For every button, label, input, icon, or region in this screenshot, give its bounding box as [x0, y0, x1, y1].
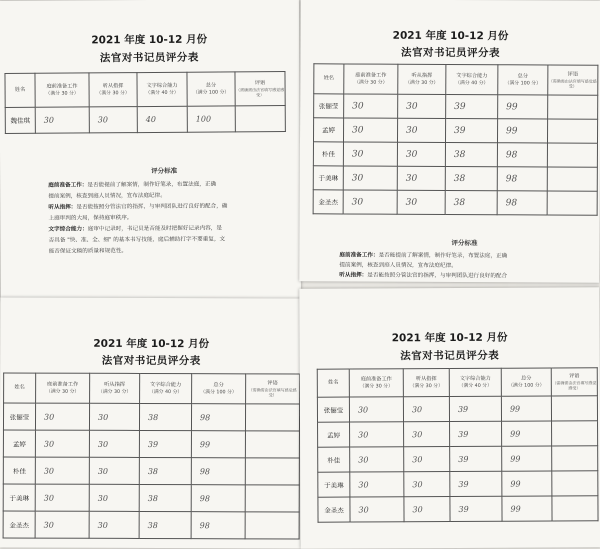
table-row: [3, 457, 299, 485]
cell-name: 朴佳: [3, 457, 35, 484]
score-table: [317, 367, 599, 522]
criteria-line: 上庭审判的大局，保持庭审秩序。: [48, 215, 133, 222]
cell-prep-score: 30: [349, 397, 403, 422]
table-header-row: [314, 64, 598, 95]
cell-total-score: 99: [502, 496, 552, 521]
cell-remarks: [245, 431, 299, 458]
cell-remarks: [551, 396, 597, 421]
cell-listen-score: 30: [404, 447, 450, 472]
header-listen: 听从指挥 （满分 30 分）: [89, 73, 137, 107]
header-remarks: 评语 （需确需由法官填写感觉感受）: [246, 374, 300, 404]
table-row: [318, 471, 598, 497]
cell-text-score: 38: [445, 190, 497, 214]
cell-listen-score: 30: [89, 403, 139, 430]
cell-listen-score: 30: [404, 497, 450, 522]
table-row: [313, 166, 597, 191]
cell-listen-score: 30: [403, 397, 449, 422]
cell-total-score: 99: [502, 471, 552, 496]
table-row: [313, 142, 597, 167]
cell-name: 朴佳: [313, 142, 343, 166]
cell-text-score: 39: [139, 430, 191, 457]
cell-text-score: 38: [139, 511, 191, 538]
cell-text-score: 38: [139, 484, 191, 511]
criteria-heading: 评分标准: [451, 239, 478, 248]
sheet-title: 2021 年度 10-12 月份: [392, 29, 509, 43]
cell-remarks: [547, 167, 597, 191]
header-remarks: 评语 （需确需由法官填写感觉感受）: [551, 368, 597, 396]
header-remarks: 评语 （需确需由法官填写感觉感受）: [235, 72, 285, 106]
cell-remarks: [245, 512, 299, 539]
table-row: [317, 396, 597, 422]
sheet-subtitle: 法官对书记员评分表: [99, 51, 199, 65]
cell-remarks: [552, 421, 598, 446]
cell-total-score: 98: [191, 404, 245, 431]
sheet-title: 2021 年度 10-12 月份: [91, 33, 208, 47]
cell-total-score: 98: [497, 167, 547, 191]
cell-prep-score: 30: [350, 497, 404, 522]
cell-remarks: [235, 106, 285, 132]
cell-name: 张俪莹: [314, 94, 344, 118]
cell-prep-score: 30: [343, 190, 397, 214]
cell-prep-score: 30: [350, 472, 404, 497]
table-header-row: [5, 72, 285, 108]
cell-text-score: 40: [137, 106, 187, 132]
criteria-line: 提前案例，核查到庭人员情况，宣布法庭纪律。: [48, 192, 166, 200]
cell-remarks: [548, 95, 598, 119]
sheet-subtitle: 法官对书记员评分表: [400, 349, 500, 363]
cell-total-score: 99: [498, 95, 548, 119]
header-name: 姓名: [314, 64, 344, 94]
cell-name: 于美琳: [318, 472, 350, 497]
cell-prep-score: 30: [350, 447, 404, 472]
scoring-criteria: [48, 165, 281, 258]
header-total: 总分 （满分 100 分）: [187, 72, 235, 106]
header-total: 总分 （满分 100 分）: [192, 374, 246, 404]
sheet-subtitle: 法官对书记员评分表: [101, 354, 201, 368]
cell-prep-score: 30: [350, 422, 404, 447]
cell-text-score: 38: [445, 166, 497, 190]
criteria-line: 听从指挥：是否能按照分管法官的指挥，与审判团队进行良好的配合，确: [48, 203, 228, 211]
cell-name: 于美琳: [313, 166, 343, 190]
criteria-line: 提前案例，核查到庭人员情况，宣布法庭纪律。: [339, 262, 457, 270]
header-text-ability: 文字综合能力 （满分 40 分）: [137, 72, 187, 106]
criteria-line: 庭前准备工作：是否能提前了解案情，制作好笔录，布置法庭，正确: [48, 181, 217, 189]
header-total: 总分 （满分 100 分）: [498, 65, 548, 95]
cell-remarks: [245, 404, 299, 431]
table-row: [318, 496, 598, 522]
cell-listen-score: 30: [404, 422, 450, 447]
cell-listen-score: 30: [397, 166, 445, 190]
header-text-ability: 文字综合能力 （满分 40 分）: [446, 64, 498, 94]
header-total: 总分 （满分 100 分）: [501, 368, 551, 396]
table-row: [318, 446, 598, 472]
header-listen: 听从指挥 （满分 30 分）: [398, 64, 446, 94]
cell-prep-score: 30: [344, 94, 398, 118]
cell-prep-score: 30: [343, 166, 397, 190]
cell-remarks: [245, 485, 299, 512]
header-prep: 庭前准备工作 （满分 30 分）: [36, 373, 90, 403]
cell-total-score: 99: [502, 421, 552, 446]
header-name: 姓名: [4, 373, 36, 403]
header-listen: 听从指挥 （满分 30 分）: [403, 369, 449, 397]
cell-total-score: 98: [191, 458, 245, 485]
header-listen: 听从指挥 （满分 30 分）: [90, 373, 140, 403]
header-prep: 庭前准备工作 （满分 30 分）: [349, 369, 403, 397]
cell-remarks: [552, 446, 598, 471]
cell-remarks: [547, 191, 597, 215]
cell-total-score: 100: [187, 106, 235, 132]
cell-total-score: 98: [191, 485, 245, 512]
criteria-heading: 评分标准: [151, 166, 178, 175]
cell-text-score: 39: [450, 421, 502, 446]
cell-prep-score: 30: [343, 142, 397, 166]
cell-listen-score: 30: [397, 118, 445, 142]
cell-prep-score: 30: [35, 511, 89, 538]
header-name: 姓名: [317, 369, 349, 397]
cell-prep-score: 30: [343, 118, 397, 142]
cell-name: 魏佳琪: [5, 107, 35, 133]
cell-listen-score: 30: [89, 457, 139, 484]
cell-name: 孟婷: [318, 422, 350, 447]
table-row: [3, 403, 299, 431]
table-header-row: [4, 373, 300, 404]
sheet-subtitle: 法官对书记员评分表: [400, 46, 500, 60]
cell-prep-score: 30: [35, 484, 89, 511]
cell-listen-score: 30: [404, 472, 450, 497]
criteria-line: 文字综合能力：庭审中记录时，书记员是否能及时把握好记录内容，是: [48, 225, 223, 233]
cell-prep-score: 30: [35, 403, 89, 430]
table-row: [313, 118, 597, 143]
cell-total-score: 99: [497, 119, 547, 143]
cell-prep-score: 30: [35, 430, 89, 457]
cell-prep-score: 30: [35, 107, 89, 133]
cell-text-score: 39: [449, 396, 501, 421]
cell-total-score: 98: [191, 512, 245, 539]
sheet-title: 2021 年度 10-12 月份: [93, 337, 210, 351]
cell-total-score: 98: [497, 191, 547, 215]
table-row: [318, 421, 598, 447]
sheet-title: 2021 年度 10-12 月份: [391, 331, 508, 345]
cell-remarks: [547, 143, 597, 167]
cell-total-score: 99: [501, 396, 551, 421]
criteria-line: 庭前准备工作：是否能提前了解案情，制作好笔录，布置法庭，正确: [339, 252, 508, 260]
table-row: [3, 484, 299, 512]
cell-text-score: 38: [139, 403, 191, 430]
cell-remarks: [552, 471, 598, 496]
score-table: [3, 372, 301, 539]
cell-total-score: 99: [502, 446, 552, 471]
cell-name: 孟婷: [313, 118, 343, 142]
cell-text-score: 39: [450, 446, 502, 471]
header-text-ability: 文字综合能力 （满分 40 分）: [449, 368, 501, 396]
cell-remarks: [552, 496, 598, 521]
score-sheet-bottom-right: [299, 287, 600, 549]
score-sheet-bottom-left: [0, 297, 302, 548]
cell-prep-score: 30: [35, 457, 89, 484]
header-prep: 庭前准备工作 （满分 30 分）: [35, 73, 89, 107]
cell-total-score: 99: [191, 431, 245, 458]
cell-text-score: 38: [139, 457, 191, 484]
score-table: [313, 63, 599, 215]
table-header-row: [317, 368, 597, 397]
table-row: [313, 190, 597, 215]
header-remarks: 评语 （需确需由法官填写感觉感受）: [548, 65, 598, 95]
header-prep: 庭前准备工作 （满分 30 分）: [344, 64, 398, 94]
cell-name: 孟婷: [3, 430, 35, 457]
criteria-line: 听从指挥：是否能按照分管法官的指挥，与审判团队进行良好的配合: [339, 272, 508, 280]
header-name: 姓名: [5, 73, 35, 107]
cell-text-score: 39: [450, 496, 502, 521]
cell-name: 朴佳: [318, 447, 350, 472]
cell-text-score: 39: [446, 94, 498, 118]
cell-remarks: [547, 119, 597, 143]
table-row: [5, 106, 285, 134]
table-row: [314, 94, 598, 119]
cell-listen-score: 30: [397, 190, 445, 214]
scoring-criteria: [339, 237, 589, 281]
cell-total-score: 98: [497, 143, 547, 167]
cell-text-score: 39: [445, 118, 497, 142]
cell-name: 金圣杰: [313, 190, 343, 214]
criteria-line: 能否保证文稿的质量和规范性。: [48, 248, 128, 255]
cell-text-score: 39: [450, 471, 502, 496]
cell-name: 张俪莹: [3, 403, 35, 430]
cell-listen-score: 30: [398, 94, 446, 118]
cell-name: 金圣杰: [318, 497, 350, 522]
cell-listen-score: 30: [89, 107, 137, 133]
cell-text-score: 38: [445, 142, 497, 166]
table-row: [3, 430, 299, 458]
cell-remarks: [245, 458, 299, 485]
criteria-line: 否具备 "快、准、全、细" 的基本书写技能，庭后辅助打字不要重复，文: [48, 236, 226, 244]
score-sheet-top-right: [299, 0, 600, 283]
header-text-ability: 文字综合能力 （满分 40 分）: [140, 373, 192, 403]
score-table: [4, 71, 285, 134]
cell-name: 张俪莹: [317, 397, 349, 422]
cell-name: 于美琳: [3, 484, 35, 511]
cell-name: 金圣杰: [3, 511, 35, 538]
score-sheet-top-left: [0, 0, 301, 301]
table-row: [3, 511, 299, 539]
cell-listen-score: 30: [397, 142, 445, 166]
cell-listen-score: 30: [89, 430, 139, 457]
cell-listen-score: 30: [89, 484, 139, 511]
cell-listen-score: 30: [89, 511, 139, 538]
